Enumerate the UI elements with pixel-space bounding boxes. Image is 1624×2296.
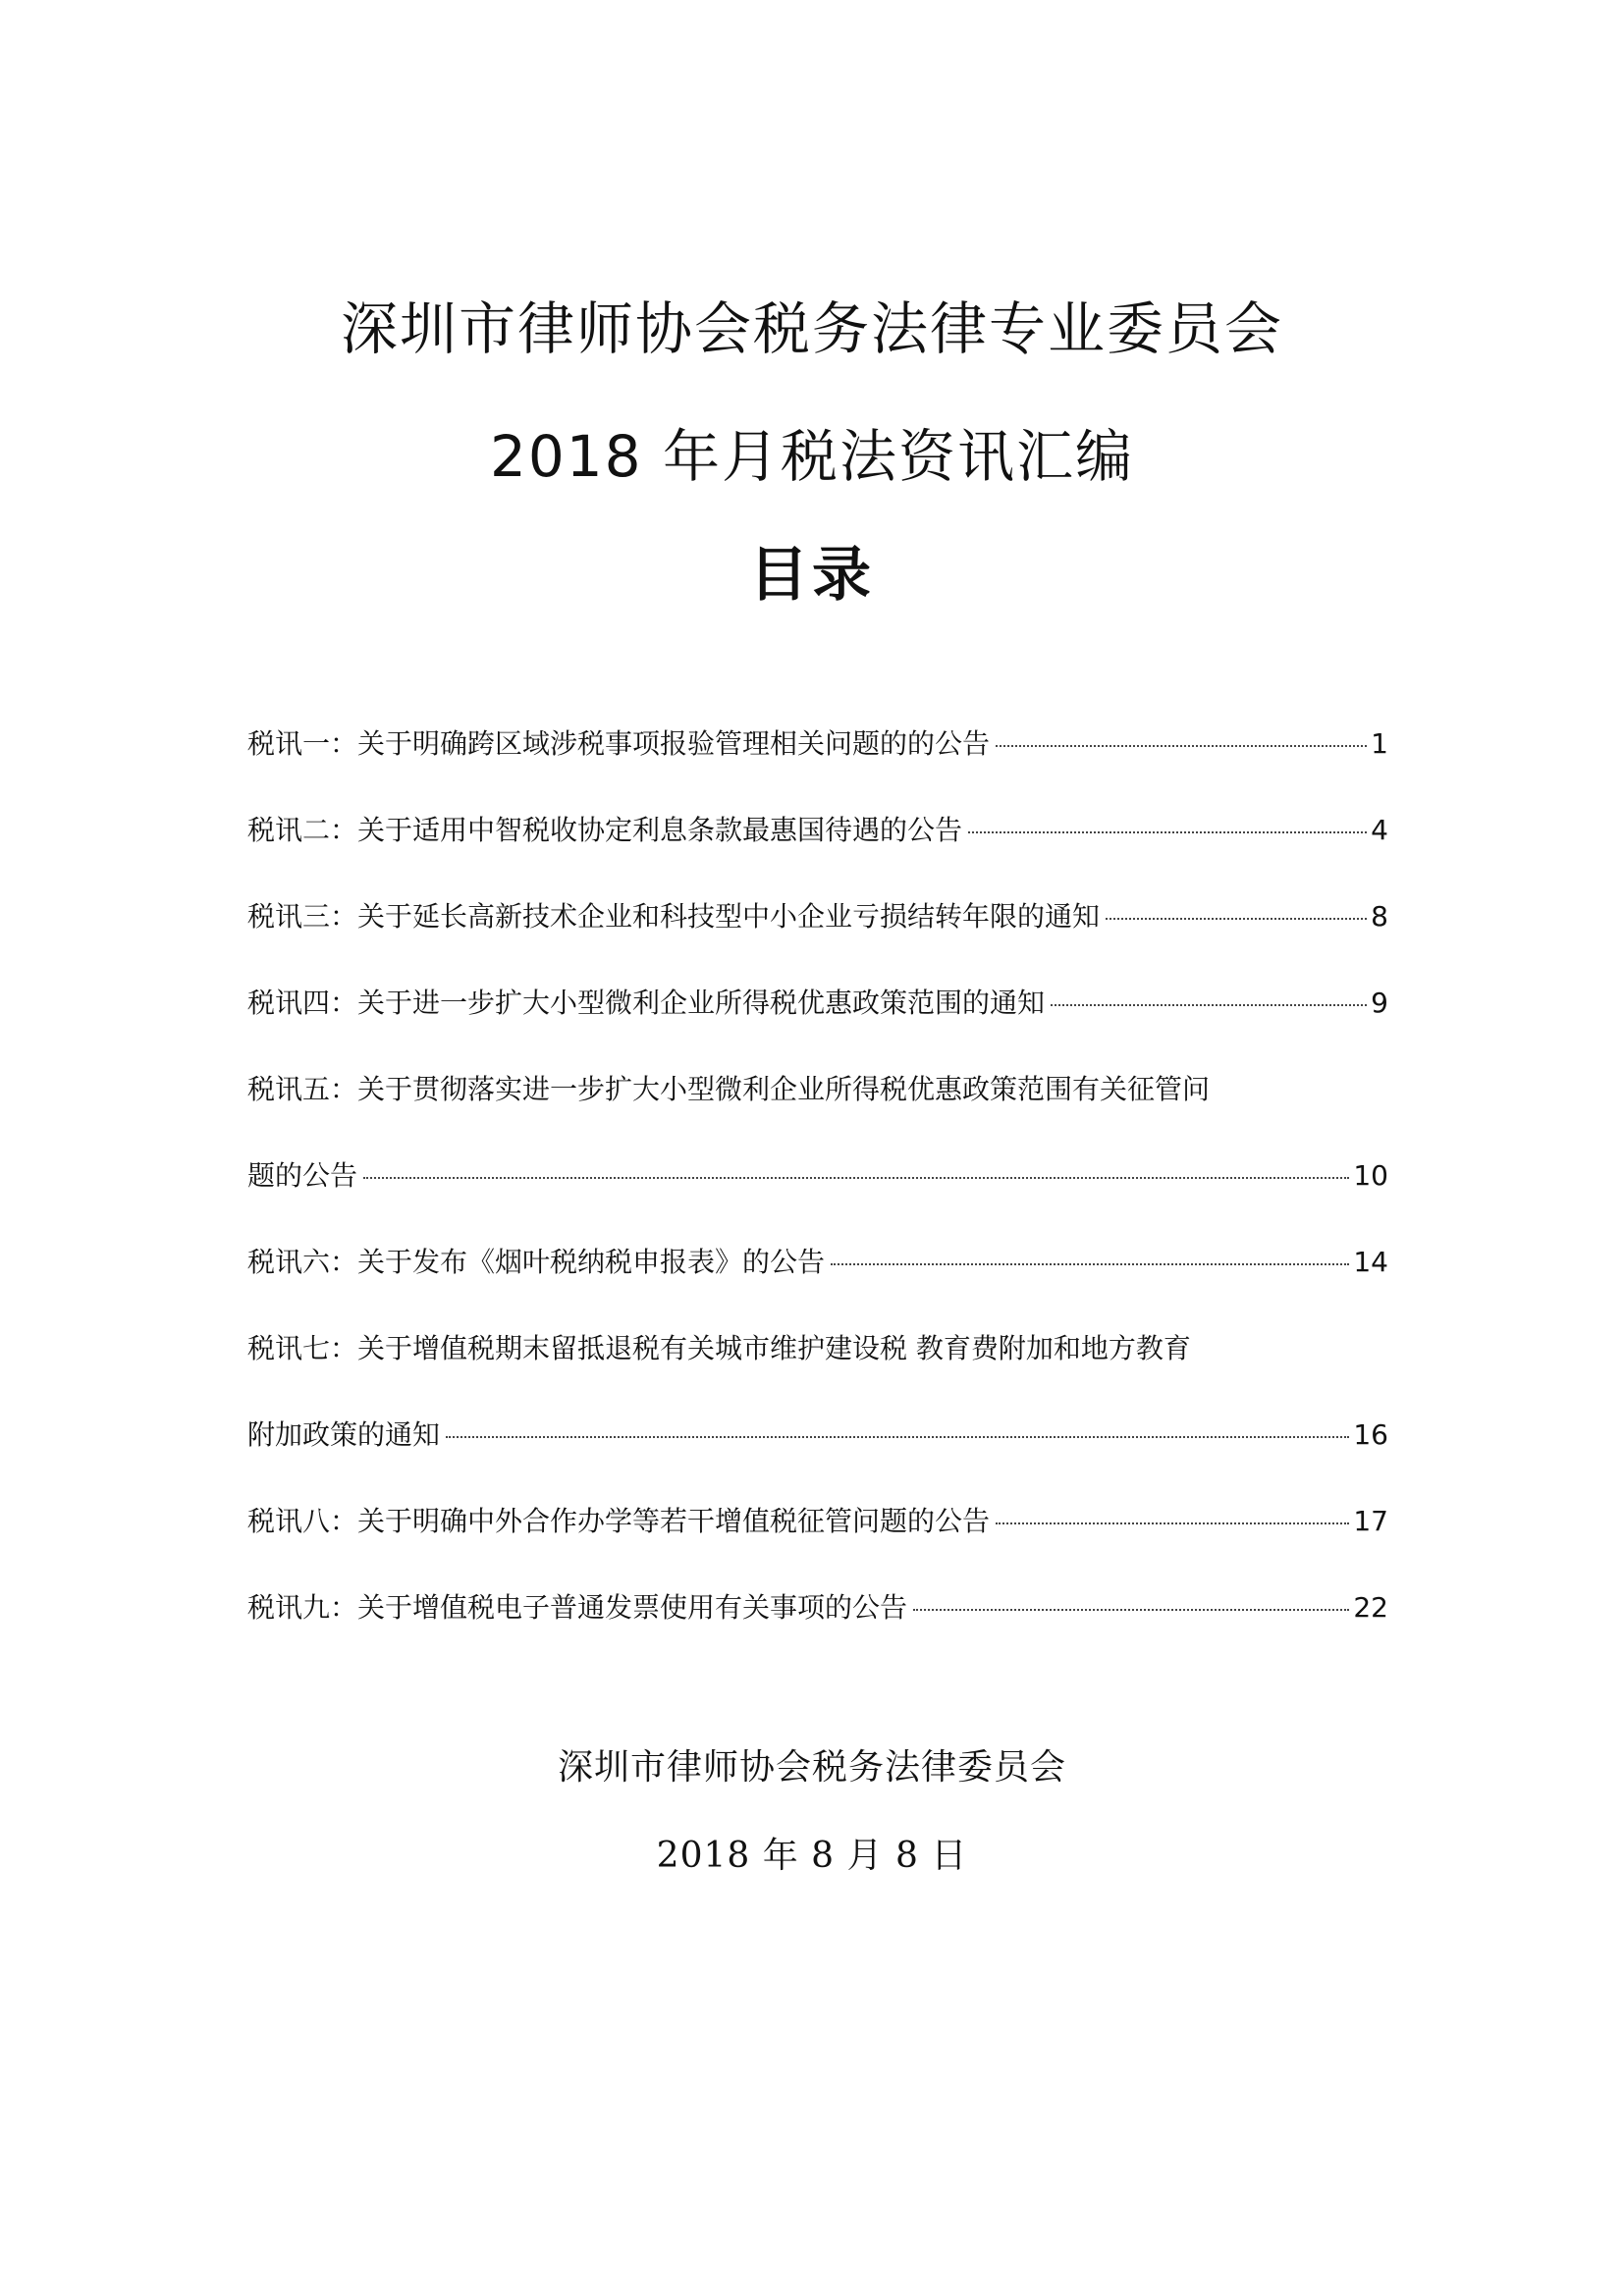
toc-page-number: 1 <box>1371 727 1388 760</box>
toc-entry-line <box>247 1565 1388 1651</box>
document-title-line-1: 深圳市律师协会税务法律专业委员会 <box>340 295 1283 362</box>
toc-page-number: 10 <box>1353 1159 1388 1192</box>
toc-entry-line <box>247 874 1388 960</box>
toc-entry[interactable] <box>247 701 1388 787</box>
toc-entry-line <box>247 787 1388 874</box>
toc-entry-text: 税讯三：关于延长高新技术企业和科技型中小企业亏损结转年限的通知 <box>247 900 1101 933</box>
toc-entry[interactable] <box>247 1219 1388 1306</box>
toc-entry-text: 税讯六：关于发布《烟叶税纳税申报表》的公告 <box>247 1246 826 1278</box>
toc-page-number: 16 <box>1353 1418 1388 1451</box>
document-title-line-2: 2018 年月税法资讯汇编 <box>489 423 1135 490</box>
toc-dot-leader <box>1106 918 1367 920</box>
toc-entry-text: 附加政策的通知 <box>247 1418 441 1451</box>
toc-page-number: 22 <box>1353 1591 1388 1624</box>
toc-entry-line <box>247 1392 1388 1478</box>
toc-page-number: 9 <box>1371 987 1388 1019</box>
toc-entry-line <box>247 1133 1388 1219</box>
toc-entry[interactable] <box>247 1478 1388 1565</box>
toc-entry-line <box>247 1478 1388 1565</box>
toc-dot-leader <box>831 1263 1349 1265</box>
toc-dot-leader <box>996 745 1367 747</box>
toc-entry-text: 税讯七：关于增值税期末留抵退税有关城市维护建设税 教育费附加和地方教育 <box>247 1332 1191 1364</box>
toc-entry-text: 题的公告 <box>247 1159 358 1192</box>
toc-page-number: 4 <box>1371 814 1388 846</box>
toc-dot-leader <box>968 831 1367 833</box>
toc-entry[interactable] <box>247 960 1388 1046</box>
toc-entry[interactable] <box>247 1306 1388 1478</box>
toc-entry-line <box>247 701 1388 787</box>
footer-date: 2018 年 8 月 8 日 <box>656 1836 968 1876</box>
footer-organization: 深圳市律师协会税务法律委员会 <box>557 1747 1066 1788</box>
table-of-contents <box>247 701 1388 1651</box>
toc-entry-line <box>247 1219 1388 1306</box>
toc-entry-text: 税讯四：关于进一步扩大小型微利企业所得税优惠政策范围的通知 <box>247 987 1046 1019</box>
toc-page-number: 14 <box>1353 1246 1388 1278</box>
toc-entry-text: 税讯五：关于贯彻落实进一步扩大小型微利企业所得税优惠政策范围有关征管问 <box>247 1073 1211 1105</box>
toc-entry[interactable] <box>247 787 1388 874</box>
toc-page-number: 17 <box>1353 1505 1388 1537</box>
toc-dot-leader <box>1051 1004 1367 1006</box>
toc-entry[interactable] <box>247 874 1388 960</box>
toc-entry-line <box>247 960 1388 1046</box>
toc-page-number: 8 <box>1371 900 1388 933</box>
toc-entry[interactable] <box>247 1046 1388 1219</box>
toc-dot-leader <box>996 1522 1349 1524</box>
toc-dot-leader <box>446 1436 1349 1438</box>
toc-dot-leader <box>363 1177 1349 1179</box>
toc-dot-leader <box>913 1609 1349 1611</box>
toc-entry-text: 税讯九：关于增值税电子普通发票使用有关事项的公告 <box>247 1591 908 1624</box>
toc-entry-text: 税讯一：关于明确跨区域涉税事项报验管理相关问题的的公告 <box>247 727 991 760</box>
toc-entry-text: 税讯二：关于适用中智税收协定利息条款最惠国待遇的公告 <box>247 814 963 846</box>
toc-heading: 目录 <box>749 541 875 610</box>
toc-entry-text: 税讯八：关于明确中外合作办学等若干增值税征管问题的公告 <box>247 1505 991 1537</box>
toc-entry[interactable] <box>247 1565 1388 1651</box>
